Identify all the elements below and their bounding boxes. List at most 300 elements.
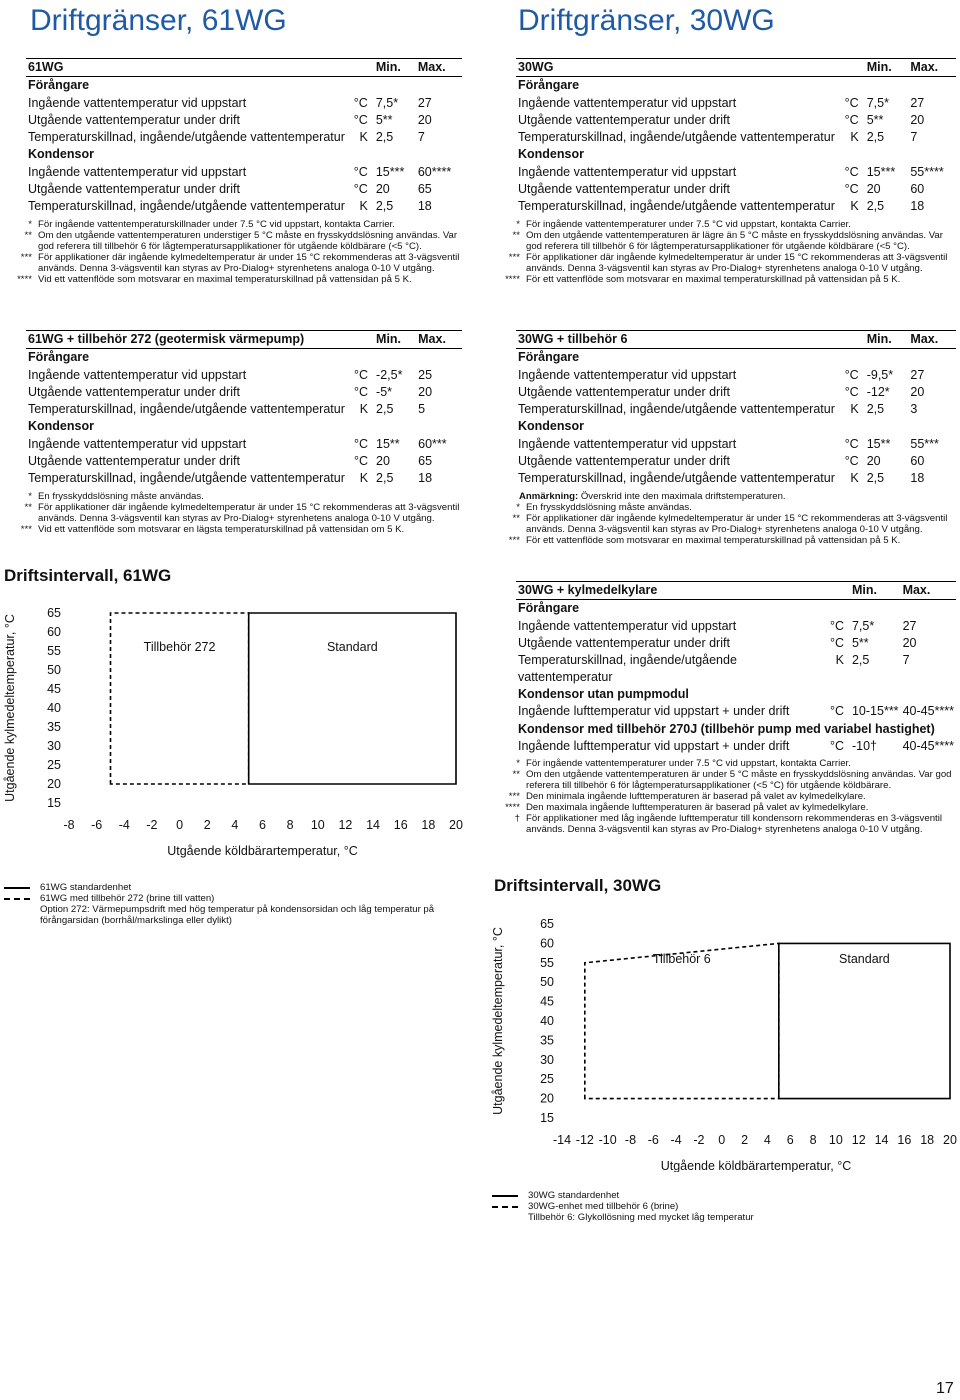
- row-label: Ingående vattentemperatur vid uppstart: [28, 164, 247, 179]
- max-header: Max.: [416, 59, 462, 77]
- max-cell: 7: [902, 653, 910, 668]
- x-tick-label: -4: [118, 818, 130, 832]
- y-tick-label: 55: [540, 955, 554, 970]
- unit-cell: K: [850, 471, 859, 486]
- section-label: Förångare: [28, 78, 90, 93]
- table-row: [516, 129, 956, 146]
- footnote: [2, 502, 464, 524]
- y-tick-label: 45: [540, 994, 554, 1009]
- footnote-text: För ingående vattentemperaturer under 7.5 °C vid uppstart, kontakta Carrier.: [526, 758, 851, 769]
- table-row: [516, 436, 956, 453]
- section-label: Kondensor utan pumpmodul: [518, 687, 689, 702]
- min-cell: 2,5: [866, 130, 885, 145]
- notes-61wg-272: [2, 491, 464, 535]
- table-row: [516, 95, 956, 112]
- y-tick-label: 30: [47, 739, 61, 753]
- footnote-marker: ****: [505, 274, 520, 285]
- unit-cell: K: [359, 199, 368, 214]
- row-label: Temperaturskillnad, ingående/utgående vattentemperatur: [518, 471, 835, 486]
- x-tick-label: 4: [763, 1133, 771, 1147]
- table-row: [26, 436, 462, 453]
- row-label: Temperaturskillnad, ingående/utgående vattentemperatur: [28, 402, 345, 417]
- max-cell: 18: [910, 471, 925, 486]
- min-cell: 15**: [866, 436, 891, 451]
- legend-text: 61WG med tillbehör 272 (brine till vatten): [40, 893, 215, 904]
- min-cell: 7,5*: [375, 95, 399, 110]
- y-tick-label: 60: [47, 625, 61, 639]
- row-label: Temperaturskillnad, ingående/utgående vattentemperatur: [518, 199, 835, 214]
- x-tick-label: 2: [203, 818, 211, 832]
- x-tick-label: -6: [647, 1133, 659, 1147]
- min-cell: -12*: [866, 384, 890, 399]
- x-tick-label: -12: [575, 1133, 594, 1147]
- chart-title-30wg: Driftsintervall, 30WG: [494, 876, 662, 895]
- x-tick-label: 4: [231, 818, 239, 832]
- row-label: Ingående lufttemperatur vid uppstart + under drift: [518, 739, 790, 754]
- min-cell: 15**: [376, 436, 400, 451]
- footnote: [2, 274, 464, 285]
- table-30wg-6: [516, 330, 956, 488]
- legend-text: 30WG-enhet med tillbehör 6 (brine): [528, 1201, 679, 1212]
- row-label: Utgående vattentemperatur under drift: [28, 454, 240, 469]
- region-accessory: [111, 613, 249, 784]
- unit-cell: °C: [844, 384, 859, 399]
- unit-cell: K: [359, 130, 368, 145]
- min-cell: 2,5: [866, 199, 885, 214]
- footnote: [490, 535, 956, 546]
- y-tick-label: 15: [540, 1111, 554, 1125]
- x-tick-label: 18: [920, 1133, 935, 1147]
- min-cell: 15***: [375, 164, 405, 179]
- row-label: Ingående vattentemperatur vid uppstart: [518, 367, 737, 382]
- region-standard: [779, 943, 950, 1098]
- table-61wg: [26, 58, 462, 216]
- page-number: 17: [936, 1380, 954, 1397]
- x-tick-label: 6: [786, 1133, 794, 1147]
- max-cell: 60****: [417, 164, 452, 179]
- section-label: Kondensor: [518, 419, 584, 434]
- unit-cell: K: [359, 471, 369, 486]
- y-tick-label: 55: [47, 644, 61, 658]
- region-label: Tillbehör 272: [143, 640, 216, 654]
- max-cell: 65: [418, 454, 433, 469]
- table-row: [516, 198, 956, 215]
- x-tick-label: -2: [146, 818, 158, 832]
- y-tick-label: 50: [540, 975, 554, 990]
- min-cell: 2,5: [866, 402, 885, 417]
- unit-cell: °C: [844, 367, 859, 382]
- footnote-text: Om den utgående vattentemperaturen understiger 5 °C måste en frysskyddslösning användas. Var god referera till tillbehör 6 för lågtemperatursapplikationer för utgående köldbärare (<5 °C).: [38, 230, 458, 252]
- unit-cell: °C: [353, 164, 368, 179]
- x-tick-label: 0: [718, 1133, 726, 1147]
- footnote-marker: *: [516, 758, 520, 769]
- unit-cell: K: [850, 130, 859, 145]
- max-cell: 40-45****: [902, 739, 954, 754]
- unit-cell: °C: [844, 164, 859, 179]
- footnote-marker: **: [512, 513, 520, 524]
- table-row: [26, 181, 462, 198]
- row-label: Utgående vattentemperatur under drift: [28, 384, 240, 399]
- footnote-marker: ***: [508, 535, 520, 546]
- row-label: Utgående vattentemperatur under drift: [518, 384, 730, 399]
- region-label: Standard: [839, 951, 890, 966]
- footnote-text: En frysskyddslösning måste användas.: [526, 502, 692, 513]
- row-label: Utgående vattentemperatur under drift: [518, 182, 730, 197]
- footnote: [490, 513, 956, 535]
- footnote: [490, 791, 956, 802]
- x-tick-label: -8: [624, 1133, 637, 1147]
- footnote-text: För applikationer med låg ingående lufttemperatur till kondensorn rekommenderas en 3-vägsventil används. Denna 3-vägsventil kan styras av Pro-Dialog+ styrenhetens analoga 0-10 V utgång.: [526, 813, 942, 835]
- x-tick-label: 18: [421, 818, 436, 832]
- legend-text: 61WG standardenhet: [40, 882, 132, 893]
- min-cell: 10-15***: [851, 704, 899, 719]
- section-row: [516, 418, 956, 435]
- legend-item: [4, 904, 474, 926]
- unit-cell: °C: [844, 182, 859, 197]
- max-cell: 55***: [910, 436, 939, 451]
- legend-item: [492, 1212, 956, 1223]
- footnote-marker: **: [24, 502, 32, 513]
- max-cell: 25: [418, 367, 433, 382]
- footnote: [2, 230, 464, 252]
- section-label: Kondensor: [28, 419, 94, 434]
- row-label: Ingående lufttemperatur vid uppstart + under drift: [518, 704, 790, 719]
- unit-cell: °C: [353, 95, 368, 110]
- table-header: [26, 59, 462, 77]
- y-tick-label: 20: [540, 1091, 554, 1106]
- table-row: [26, 129, 462, 146]
- section-label: Förångare: [518, 350, 580, 365]
- table-row: [26, 164, 462, 181]
- footnote-marker: ***: [20, 252, 32, 263]
- x-tick-label: 2: [741, 1133, 749, 1147]
- y-axis-label: Utgående kylmedeltemperatur, °C: [491, 927, 505, 1115]
- x-tick-label: 20: [943, 1133, 957, 1147]
- page-title-61wg: Driftgränser, 61WG: [30, 4, 287, 37]
- min-header: Min.: [850, 582, 901, 600]
- y-tick-label: 60: [540, 936, 554, 951]
- table-header: [516, 582, 956, 600]
- footnote: [2, 491, 464, 502]
- section-row: [26, 418, 462, 435]
- max-cell: 60: [910, 182, 925, 197]
- footnote-marker: **: [24, 230, 32, 241]
- min-cell: 5**: [851, 635, 869, 650]
- page-title-30wg: Driftgränser, 30WG: [518, 4, 775, 37]
- row-label: Temperaturskillnad, ingående/utgående vattentemperatur: [518, 130, 835, 145]
- min-cell: 2,5: [375, 199, 394, 214]
- notes-30wg-kylmedelkylare: [490, 758, 956, 835]
- x-tick-label: -6: [91, 818, 103, 832]
- x-tick-label: 12: [851, 1133, 866, 1147]
- legend-text: 30WG standardenhet: [528, 1190, 620, 1201]
- footnote: [490, 219, 956, 230]
- footnote-marker: *: [28, 219, 32, 230]
- table-title: 61WG: [26, 59, 374, 77]
- row-label: Utgående vattentemperatur under drift: [518, 454, 730, 469]
- min-cell: 2,5: [376, 402, 394, 417]
- footnote-text: För applikationer där ingående kylmedeltemperatur är under 15 °C rekommenderas att 3-vägsventil används. Denna 3-vägsventil kan styras av Pro-Dialog+ styrenhetens analoga 0-10 V utgång.: [38, 502, 460, 524]
- y-tick-label: 50: [47, 663, 61, 677]
- legend-line: [492, 1195, 518, 1197]
- section-row: [516, 349, 956, 367]
- section-label: Förångare: [518, 601, 580, 616]
- max-cell: 20: [902, 635, 917, 650]
- row-label: Utgående vattentemperatur under drift: [518, 112, 730, 127]
- section-row: [26, 349, 462, 367]
- legend-30wg: [492, 1190, 956, 1223]
- x-tick-label: -14: [552, 1133, 572, 1147]
- min-cell: 2,5: [375, 130, 394, 145]
- y-axis-label: Utgående kylmedeltemperatur, °C: [3, 614, 17, 802]
- unit-cell: °C: [829, 618, 844, 633]
- x-tick-label: 8: [286, 818, 294, 832]
- min-header: Min.: [865, 59, 909, 77]
- row-label: Ingående vattentemperatur vid uppstart: [28, 367, 247, 382]
- y-tick-label: 40: [47, 701, 61, 715]
- footnote-marker: *: [28, 491, 32, 502]
- section-label: Förångare: [28, 350, 90, 365]
- footnote-text: Vid ett vattenflöde som motsvarar en maximal temperaturskillnad på vattensidan på 5 K.: [38, 274, 412, 285]
- footnote-marker: *: [516, 219, 520, 230]
- min-header: Min.: [374, 59, 416, 77]
- section-row: [516, 146, 956, 163]
- min-cell: 2,5: [376, 471, 394, 486]
- footnote-marker: ****: [505, 802, 520, 813]
- table-row: [26, 401, 462, 418]
- x-tick-label: 8: [809, 1133, 817, 1147]
- table-row: [26, 384, 462, 401]
- footnote: [490, 802, 956, 813]
- chart-30wg: [488, 912, 960, 1172]
- section-row: [26, 77, 462, 95]
- min-cell: 20: [866, 182, 881, 197]
- row-label: Temperaturskillnad, ingående/utgående vattentemperatur: [28, 471, 345, 486]
- footnote-text: Den maximala ingående lufttemperaturen är baserad på valet av kylmedelkylare.: [526, 802, 869, 813]
- max-cell: 18: [910, 199, 925, 214]
- footnote-text: För ingående vattentemperaturer under 7.5 °C vid uppstart, kontakta Carrier.: [526, 219, 851, 230]
- y-tick-label: 25: [47, 758, 61, 772]
- table-header: [516, 59, 956, 77]
- footnote-text: Vid ett vattenflöde som motsvarar en lägsta temperaturskillnad på vattensidan om 5 K.: [38, 524, 405, 535]
- footnote: [2, 252, 464, 274]
- section-row: [516, 721, 956, 738]
- unit-cell: °C: [829, 739, 844, 754]
- x-tick-label: -8: [63, 818, 75, 832]
- unit-cell: °C: [354, 384, 369, 399]
- legend-line: [4, 898, 30, 900]
- unit-cell: °C: [844, 454, 859, 469]
- row-label: Ingående vattentemperatur vid uppstart: [518, 436, 737, 451]
- footnote: [490, 813, 956, 835]
- footnote-text: En frysskyddslösning måste användas.: [38, 491, 204, 502]
- table-row: [516, 470, 956, 487]
- max-cell: 7: [417, 130, 425, 145]
- notes-61wg: [2, 219, 464, 285]
- footnote-text: För ett vattenflöde som motsvarar en maximal temperaturskillnad på vattensidan på 5 K.: [526, 535, 901, 546]
- row-label: Ingående vattentemperatur vid uppstart: [518, 95, 737, 110]
- max-cell: 7: [910, 130, 918, 145]
- min-header: Min.: [374, 331, 416, 349]
- table-30wg-kylmedelkylare: [516, 581, 956, 755]
- table-61wg-272: [26, 330, 462, 488]
- remark-label: Anmärkning:: [519, 491, 579, 502]
- table-title: 30WG: [516, 59, 865, 77]
- y-tick-label: 30: [540, 1052, 554, 1067]
- max-cell: 27: [910, 95, 925, 110]
- footnote: [2, 524, 464, 535]
- section-label: Kondensor: [28, 147, 94, 162]
- section-row: [26, 146, 462, 163]
- remark-text: Överskrid inte den maximala driftstemperaturen.: [580, 491, 786, 502]
- legend-line: [492, 1206, 518, 1208]
- y-tick-label: 65: [47, 606, 61, 620]
- table-row: [516, 384, 956, 401]
- legend-item: [4, 893, 474, 904]
- legend-61wg: [4, 882, 474, 926]
- table-title: 30WG + kylmedelkylare: [516, 582, 850, 600]
- x-tick-label: 6: [259, 818, 266, 832]
- section-label: Förångare: [518, 78, 580, 93]
- footnote-text: För applikationer där ingående kylmedeltemperatur är under 15 °C rekommenderas att 3-vägsventil används. Denna 3-vägsventil kan styras av Pro-Dialog+ styrenhetens analoga 0-10 V utgång.: [38, 252, 460, 274]
- max-cell: 18: [417, 199, 432, 214]
- max-cell: 20: [910, 112, 925, 127]
- notes-30wg: [490, 219, 956, 285]
- unit-cell: °C: [844, 436, 859, 451]
- x-tick-label: 14: [874, 1133, 889, 1147]
- footnote-text: Om den utgående vattentemperaturen är under 5 °C måste en frysskyddslösning användas. Var god referera till tillbehör 6 för lågtemperatursapplikationer (<5 °C) för utgående köldbärare.: [526, 769, 952, 791]
- x-axis-label: Utgående köldbärartemperatur, °C: [167, 844, 358, 858]
- max-cell: 27: [902, 618, 917, 633]
- unit-cell: K: [850, 199, 859, 214]
- footnote: [490, 252, 956, 274]
- footnote: [2, 219, 464, 230]
- row-label: Ingående vattentemperatur vid uppstart: [28, 95, 247, 110]
- unit-cell: K: [835, 653, 844, 668]
- min-cell: 7,5*: [866, 95, 889, 110]
- footnote-marker: †: [514, 813, 520, 824]
- table-row: [516, 635, 956, 652]
- max-cell: 65: [417, 182, 432, 197]
- max-cell: 27: [910, 367, 925, 382]
- notes-30wg-6: [490, 502, 956, 546]
- max-header: Max.: [901, 582, 956, 600]
- section-row: [516, 686, 956, 703]
- x-tick-label: -2: [693, 1133, 705, 1147]
- unit-cell: °C: [354, 454, 369, 469]
- chart-61wg: [0, 600, 480, 862]
- x-tick-label: -4: [670, 1133, 682, 1147]
- max-cell: 60***: [418, 436, 447, 451]
- footnote-text: Den minimala ingående lufttemperaturen är baserad på valet av kylmedelkylare.: [526, 791, 866, 802]
- unit-cell: °C: [354, 436, 369, 451]
- min-header: Min.: [865, 331, 909, 349]
- footnote-text: För ett vattenflöde som motsvarar en maximal temperaturskillnad på vattensidan på 5 K.: [526, 274, 901, 285]
- min-cell: 5**: [866, 112, 884, 127]
- table-title: 61WG + tillbehör 272 (geotermisk värmepump): [26, 331, 374, 349]
- max-cell: 55****: [910, 164, 944, 179]
- row-label: Ingående vattentemperatur vid uppstart: [518, 164, 737, 179]
- x-tick-label: 10: [310, 818, 325, 832]
- remark-30wg-6: [519, 491, 959, 502]
- footnote-marker: ***: [20, 524, 32, 535]
- x-tick-label: 12: [338, 818, 353, 832]
- table-row: [516, 453, 956, 470]
- max-cell: 40-45****: [902, 704, 954, 719]
- min-cell: -9,5*: [866, 367, 894, 382]
- table-row: [516, 164, 956, 181]
- min-cell: -5*: [376, 384, 393, 399]
- footnote: [490, 274, 956, 285]
- section-label: Kondensor: [518, 147, 584, 162]
- min-cell: -2,5*: [376, 367, 403, 382]
- table-title: 30WG + tillbehör 6: [516, 331, 865, 349]
- unit-cell: °C: [829, 635, 844, 650]
- y-tick-label: 25: [540, 1072, 554, 1087]
- x-tick-label: 10: [828, 1133, 843, 1147]
- table-row: [516, 181, 956, 198]
- footnote-marker: **: [512, 230, 520, 241]
- table-row: [516, 703, 956, 720]
- max-cell: 20: [418, 384, 433, 399]
- table-row: [26, 95, 462, 112]
- x-axis-label: Utgående köldbärartemperatur, °C: [660, 1159, 852, 1172]
- max-cell: 20: [417, 112, 432, 127]
- legend-item: [4, 882, 474, 893]
- table-30wg: [516, 58, 956, 216]
- region-label: Standard: [326, 640, 378, 654]
- max-cell: 27: [417, 95, 432, 110]
- legend-item: [492, 1190, 956, 1201]
- y-tick-label: 15: [47, 796, 61, 810]
- table-row: [516, 112, 956, 129]
- y-tick-label: 40: [540, 1014, 554, 1028]
- max-cell: 20: [910, 384, 925, 399]
- table-row: [26, 453, 462, 470]
- min-cell: 2,5: [866, 471, 885, 486]
- table-row: [26, 470, 462, 487]
- max-cell: 18: [418, 471, 433, 486]
- min-cell: 2,5: [851, 653, 870, 668]
- region-standard: [249, 613, 456, 784]
- footnote: [490, 758, 956, 769]
- max-header: Max.: [416, 331, 462, 349]
- y-tick-label: 65: [540, 917, 554, 931]
- row-label: Utgående vattentemperatur under drift: [28, 182, 240, 197]
- min-cell: 15***: [866, 164, 896, 179]
- footnote-marker: ***: [508, 252, 520, 263]
- max-header: Max.: [908, 59, 956, 77]
- footnote-marker: ***: [508, 791, 520, 802]
- legend-item: [492, 1201, 956, 1212]
- min-cell: 20: [866, 454, 881, 469]
- x-tick-label: -10: [598, 1133, 617, 1147]
- row-label: Temperaturskillnad, ingående/utgående vattentemperatur: [28, 199, 345, 214]
- table-header: [516, 331, 956, 349]
- table-row: [26, 198, 462, 215]
- legend-text: Tillbehör 6: Glykollösning med mycket låg temperatur: [528, 1212, 754, 1223]
- row-label: Utgående vattentemperatur under drift: [518, 635, 730, 650]
- region-label: Tillbehör 6: [652, 951, 711, 966]
- row-label: Temperaturskillnad, ingående/utgående vattentemperatur: [518, 653, 737, 685]
- row-label: Temperaturskillnad, ingående/utgående vattentemperatur: [518, 402, 835, 417]
- x-tick-label: 0: [176, 818, 184, 832]
- footnote-text: Om den utgående vattentemperaturen är lägre än 5 °C måste en frysskyddslösning användas. Var god referera till tillbehör 6 för lågtemperatursapplikationer för utgående köldbärare (<5 °C).: [526, 230, 943, 252]
- section-row: [516, 77, 956, 95]
- footnote-marker: *: [516, 502, 520, 513]
- table-row: [516, 401, 956, 418]
- section-label: Kondensor med tillbehör 270J (tillbehör pump med variabel hastighet): [518, 721, 935, 736]
